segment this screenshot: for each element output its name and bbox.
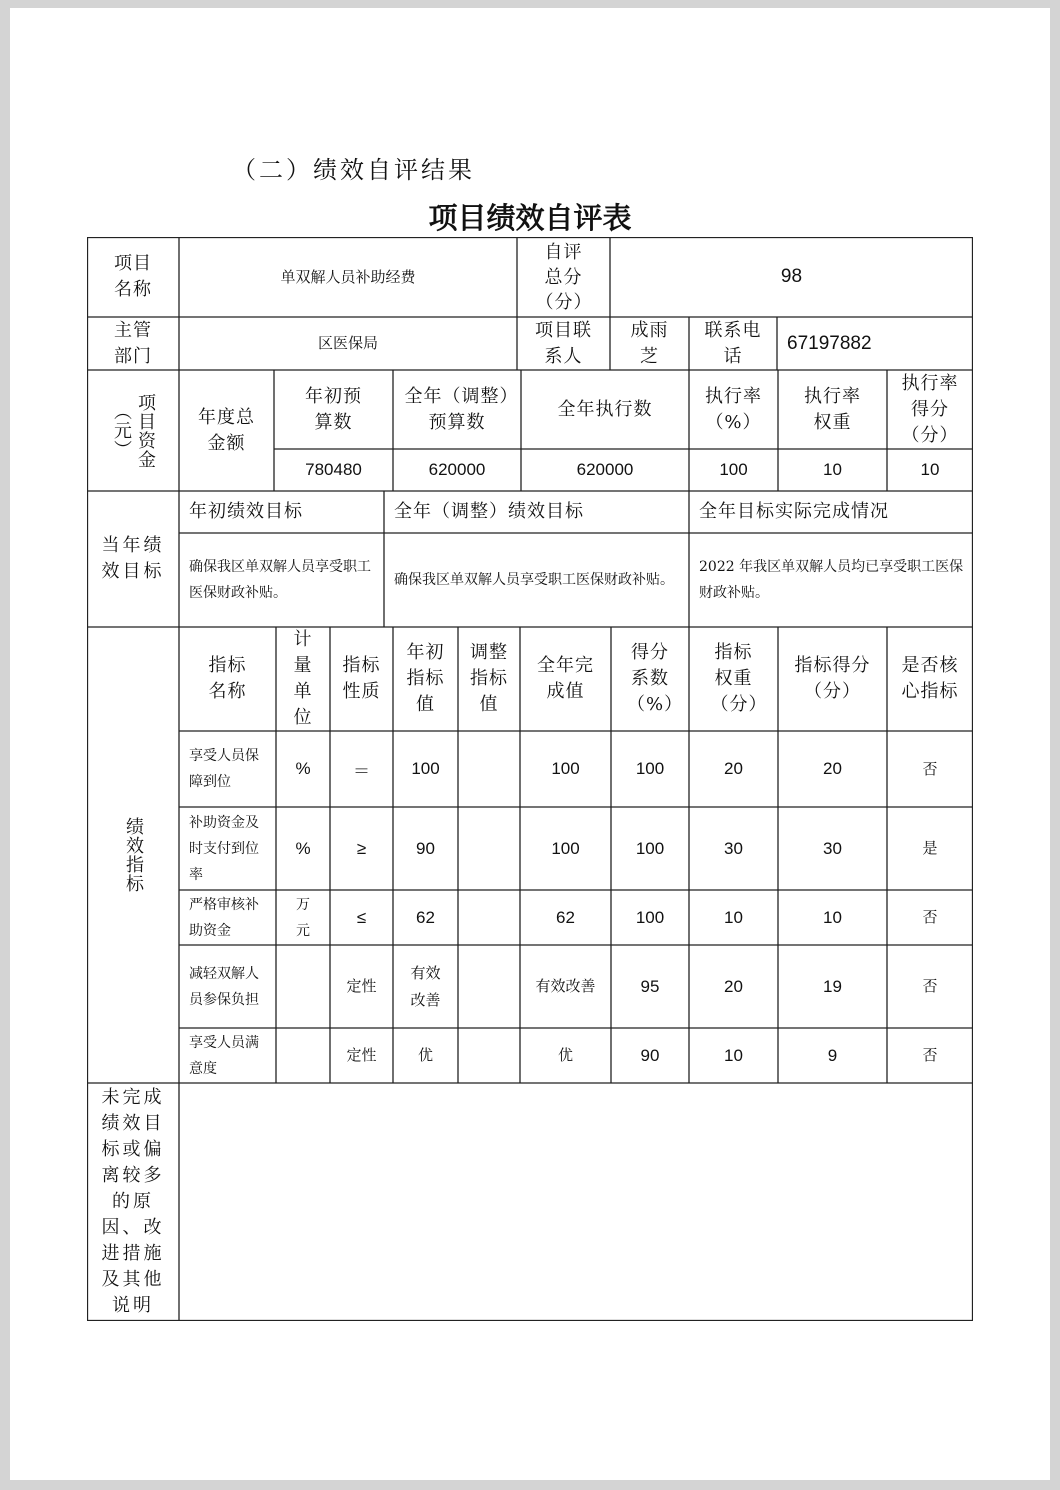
indicator-weight: 10: [724, 1045, 743, 1065]
indicator-nature: ≥: [356, 838, 367, 858]
indicator-score: 19: [823, 976, 842, 996]
ind-header-coef: 得分系数（%）: [627, 642, 684, 715]
indicator-name: 严格审核补助资金: [189, 896, 259, 939]
indicator-core: 否: [922, 908, 938, 926]
indicator-weight: 20: [724, 976, 743, 996]
funds-adjusted-label: 全年（调整）预算数: [404, 385, 510, 433]
indicator-weight: 10: [724, 907, 743, 927]
indicator-name: 补助资金及时支付到位率: [189, 814, 259, 883]
indicator-core: 是: [922, 839, 938, 857]
indicator-actual: 有效改善: [535, 977, 596, 995]
indicator-weight: 20: [724, 759, 743, 778]
funds-adjusted-value: 620000: [428, 460, 486, 479]
funds-total-label: 年度总金额: [198, 406, 255, 454]
indicator-actual: 62: [556, 907, 575, 927]
indicator-initial: 100: [411, 759, 440, 778]
ind-header-core: 是否核心指标: [901, 655, 959, 702]
indicator-initial: 优: [417, 1046, 433, 1064]
indicator-unit: [276, 945, 330, 1028]
funds-weight-label: 执行率权重: [804, 385, 861, 433]
indicator-unit: 万元: [296, 896, 310, 939]
indicator-actual: 优: [557, 1046, 573, 1064]
indicator-score: 30: [823, 838, 842, 858]
evaluation-table: [87, 237, 973, 1321]
ind-header-unit: 计量单位: [293, 629, 313, 728]
notes-content: [179, 1083, 973, 1321]
indicator-unit: %: [295, 838, 311, 858]
ind-header-score: 指标得分（分）: [794, 655, 871, 702]
self-score-value: 98: [780, 266, 803, 287]
indicator-score: 20: [823, 759, 842, 778]
indicator-name: 享受人员满意度: [189, 1034, 259, 1077]
indicator-adjusted: [458, 807, 520, 890]
funds-initial-value: 780480: [305, 460, 362, 479]
indicator-core: 否: [922, 977, 938, 995]
goal-adjusted-header: 全年（调整）绩效目标: [394, 501, 584, 522]
ind-header-weight: 指标权重（分）: [710, 642, 768, 715]
goal-initial-text: 确保我区单双解人员享受职工医保财政补贴。: [189, 559, 371, 601]
funds-score-value: 10: [920, 460, 940, 479]
indicator-nature: ＝: [353, 761, 370, 781]
ind-header-name: 指标名称: [208, 655, 247, 702]
notes-label: 未完成绩效目标或偏离较多的原因、改进措施及其他说明: [101, 1087, 165, 1316]
department-name: 区医保局: [317, 334, 378, 352]
funds-weight-value: 10: [823, 460, 842, 479]
indicator-actual: 100: [551, 838, 580, 858]
indicator-name: 减轻双解人员参保负担: [189, 965, 259, 1008]
funds-initial-label: 年初预算数: [305, 385, 362, 433]
indicator-nature: 定性: [346, 1046, 377, 1064]
indicator-coef: 100: [635, 759, 665, 778]
ind-header-initial: 年初指标值: [406, 642, 445, 715]
funds-rate-value: 100: [719, 460, 748, 479]
table-title: 项目绩效自评表: [428, 201, 632, 235]
project-name: 单双解人员补助经费: [280, 267, 416, 286]
phone-number: 67197882: [787, 332, 872, 354]
goal-actual-header: 全年目标实际完成情况: [699, 501, 889, 522]
indicator-nature: 定性: [346, 977, 377, 995]
indicator-weight: 30: [724, 838, 743, 858]
funds-executed-value: 620000: [576, 460, 634, 479]
indicator-adjusted: [458, 1028, 520, 1083]
project-name-label: 项目名称: [114, 253, 152, 300]
indicator-coef: 95: [640, 976, 660, 996]
indicator-coef: 100: [635, 907, 665, 927]
funds-score-label: 执行率得分（分）: [901, 372, 959, 446]
indicator-score: 9: [827, 1045, 838, 1065]
indicators-section-label: 绩效指标: [123, 817, 144, 893]
goal-actual-text: 2022 年我区单双解人员均已享受职工医保财政补贴。: [699, 559, 964, 601]
indicator-coef: 100: [635, 838, 665, 858]
ind-header-actual: 全年完成值: [537, 655, 594, 702]
department-label: 主管部门: [114, 319, 152, 367]
indicator-adjusted: [458, 731, 520, 807]
indicator-core: 否: [922, 759, 938, 778]
goals-section-label: 当年绩效目标: [101, 535, 165, 582]
funds-rate-label: 执行率（%）: [705, 385, 762, 433]
indicator-adjusted: [458, 890, 520, 945]
indicator-initial: 62: [416, 907, 435, 927]
self-score-label: 自评总分（分）: [535, 241, 593, 313]
indicator-initial: 90: [416, 838, 435, 858]
indicator-nature: ≤: [356, 907, 367, 927]
indicator-adjusted: [458, 945, 520, 1028]
ind-header-adjusted: 调整指标值: [470, 642, 508, 715]
indicator-core: 否: [922, 1046, 938, 1064]
indicator-unit: [276, 1028, 330, 1083]
ind-header-nature: 指标性质: [342, 655, 381, 702]
goal-adjusted-text: 确保我区单双解人员享受职工医保财政补贴。: [394, 572, 674, 588]
indicator-unit: %: [295, 759, 311, 778]
indicator-name: 享受人员保障到位: [189, 748, 259, 790]
contact-person: 成雨芝: [630, 319, 669, 367]
phone-label: 联系电话: [704, 319, 762, 367]
indicator-score: 10: [823, 907, 842, 927]
section-heading: （二）绩效自评结果: [232, 156, 475, 184]
indicator-actual: 100: [551, 759, 580, 778]
funds-section-label: 项目资金（元）: [111, 392, 156, 469]
funds-executed-label: 全年执行数: [557, 398, 653, 420]
goal-initial-header: 年初绩效目标: [189, 501, 303, 522]
indicator-initial: 有效改善: [410, 963, 441, 1009]
indicator-coef: 90: [640, 1045, 660, 1065]
contact-person-label: 项目联系人: [535, 319, 592, 367]
